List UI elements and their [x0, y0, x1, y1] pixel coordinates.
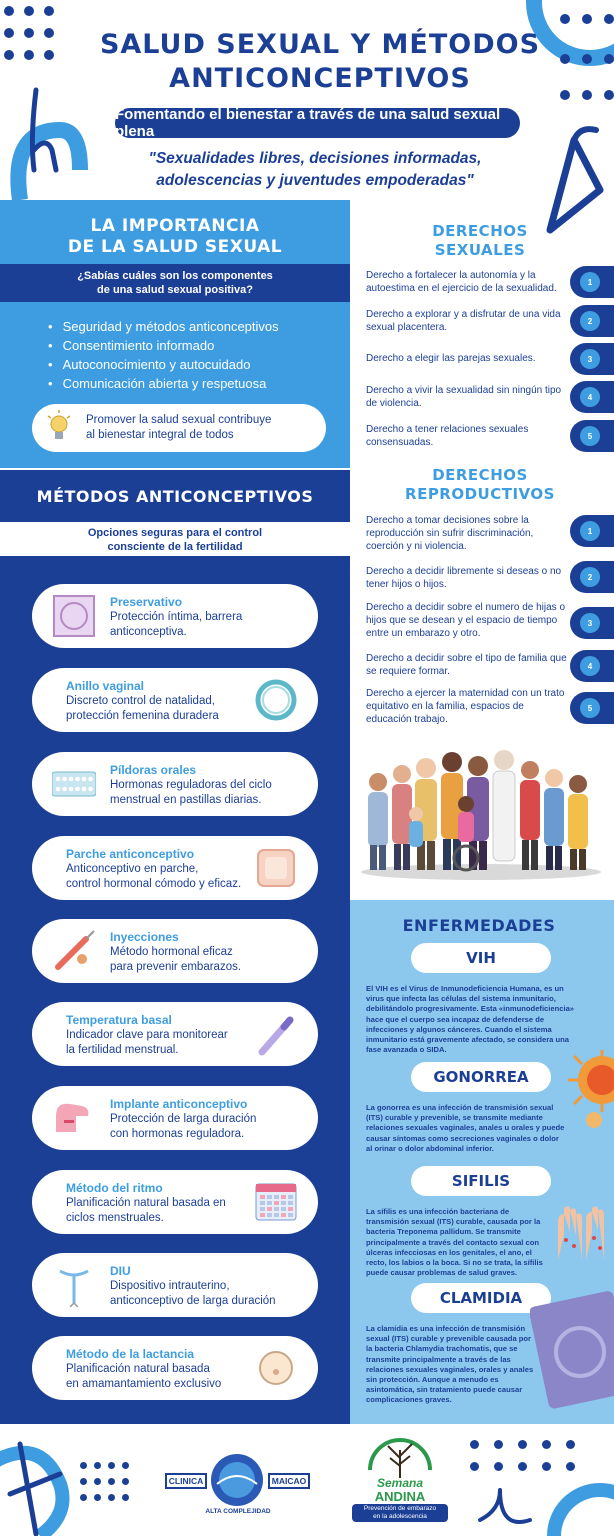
method-card-desc — [110, 778, 272, 808]
quote-line1: "Sexualidades libres, decisiones informadas, — [148, 150, 482, 167]
right-number-tab — [570, 420, 614, 452]
method-card — [32, 1336, 318, 1400]
method-card-desc-line2: ciclos menstruales. — [66, 1212, 164, 1224]
right-item: Derecho a ejercer la maternidad con un trato equitativo en la familia, espacios de educación trabajo. — [366, 688, 565, 725]
method-card-title: Parche anticonceptivo — [66, 847, 195, 861]
semana-title-line1: Semana — [376, 1476, 424, 1490]
breast-icon — [254, 1346, 298, 1390]
method-card — [32, 1253, 318, 1317]
method-card-desc — [110, 945, 241, 975]
method-card-desc-line2: con hormonas reguladora. — [110, 1128, 245, 1140]
method-card-desc-line2: para prevenir embarazos. — [110, 961, 242, 973]
question-line2: de una salud sexual positiva? — [97, 284, 253, 296]
method-card-desc — [110, 610, 242, 640]
method-card-title: Inyecciones — [110, 930, 179, 944]
quote-line2: adolescencias y juventudes empoderadas" — [156, 172, 474, 189]
clinic-name-right: MAICAO — [271, 1476, 307, 1486]
importance-question — [0, 264, 350, 302]
method-card-title: Método del ritmo — [66, 1181, 163, 1195]
page-title-line2: ANTICONCEPTIVOS — [169, 63, 471, 94]
right-number-tab — [570, 515, 614, 547]
method-card-desc-line2: protección femenina duradera — [66, 710, 219, 722]
clinic-subtitle: ALTA COMPLEJIDAD — [205, 1508, 271, 1515]
method-card — [32, 836, 318, 900]
method-card — [32, 919, 318, 983]
right-item: Derecho a decidir sobre el tipo de familia que se requiere formar. — [366, 653, 567, 677]
right-number-tab — [570, 650, 614, 682]
promo-line1: Promover la salud sexual contribuye — [86, 414, 272, 426]
importance-list — [48, 317, 279, 393]
disease-description: El VIH es el Virus de Inmunodeficiencia Humana, es un virus que infecta las células del sistema inmunitario, debilitándolo progresivamente. Esta «inmunodeficiencia» hace que el cuerpo sea incapaz de defenderse de infecciones y algunos cánceres. Cuando el sistema inmunitario está gravemente afectado, se considera una fase avanzada o SIDA. — [366, 984, 575, 1055]
lightbulb-icon — [46, 410, 72, 444]
methods-subtitle-line1: Opciones seguras para el control — [87, 527, 263, 539]
method-card-desc-line2: la fertilidad menstrual. — [66, 1044, 179, 1056]
footer-dots-left — [80, 1462, 140, 1512]
syringe-icon — [52, 929, 96, 973]
disease-name-pill: GONORREA — [411, 1062, 551, 1092]
diseases-title: ENFERMEDADES — [402, 916, 556, 935]
right-number: 3 — [580, 349, 600, 369]
method-card-title: Temperatura basal — [66, 1013, 172, 1027]
disease-description: La sífilis es una infección bacteriana de transmisión sexual (ITS) curable, causada por la bacteria Treponema pallidum. Se transmite principalmente a través del contacto sexual con úlceras infecciosas en los genitales, el ano, el recto, los labios o la boca. Si no se trata, la sífilis puede causar problemas de salud graves. — [366, 1207, 543, 1278]
reproductive-rights-title — [400, 466, 560, 504]
right-number-tab — [570, 343, 614, 375]
method-card-desc — [66, 694, 219, 724]
method-card-desc — [110, 1112, 256, 1142]
method-card-title: Implante anticonceptivo — [110, 1097, 248, 1111]
bacteria-icon — [564, 1050, 614, 1130]
right-item: Derecho a vivir la sexualidad sin ningún tipo de violencia. — [366, 385, 562, 409]
right-number: 4 — [580, 387, 600, 407]
footer-decor-right-icon — [470, 1470, 614, 1536]
ring-icon — [254, 678, 298, 722]
right-number-tab — [570, 305, 614, 337]
method-card-desc-line1: Método hormonal eficaz — [110, 946, 233, 958]
sexual-rights-title-line2: SEXUALES — [434, 241, 526, 259]
footer-decor-left-icon — [0, 1424, 80, 1536]
hands-rash-icon — [552, 1200, 612, 1270]
right-number: 5 — [580, 698, 600, 718]
right-number-tab — [570, 381, 614, 413]
disease-name-pill: SIFILIS — [411, 1166, 551, 1196]
method-card-desc-line2: anticonceptiva. — [110, 626, 187, 638]
method-card-desc-line1: Protección íntima, barrera — [110, 611, 243, 623]
right-number: 3 — [580, 613, 600, 633]
semana-tag-line1: Prevención de embarazo — [363, 1505, 437, 1512]
method-card-desc-line2: en amamantamiento exclusivo — [66, 1378, 222, 1390]
method-card-desc-line1: Hormonas reguladoras del ciclo — [110, 779, 272, 791]
condom-package-icon — [530, 1290, 614, 1410]
disease-name-pill: VIH — [411, 943, 551, 973]
method-card — [32, 668, 318, 732]
right-number: 1 — [580, 272, 600, 292]
method-card-desc — [66, 862, 241, 892]
method-card-desc-line1: Dispositivo intrauterino, — [110, 1280, 230, 1292]
list-item: • Seguridad y métodos anticonceptivos — [48, 317, 279, 336]
list-item: • Autoconocimiento y autocuidado — [48, 355, 279, 374]
promo-line2: al bienestar integral de todos — [86, 429, 234, 441]
right-number: 2 — [580, 567, 600, 587]
method-card — [32, 584, 318, 648]
right-number: 2 — [580, 311, 600, 331]
patch-icon — [254, 846, 298, 890]
method-card — [32, 1170, 318, 1234]
method-card-desc — [110, 1279, 276, 1309]
list-item: • Comunicación abierta y respetuosa — [48, 374, 279, 393]
importance-title-line2: DE LA SALUD SEXUAL — [67, 237, 283, 257]
diverse-people-illustration — [356, 740, 606, 880]
method-card-desc — [66, 1196, 226, 1226]
method-card — [32, 1086, 318, 1150]
method-card-desc — [66, 1362, 221, 1392]
method-card-title: Anillo vaginal — [66, 679, 145, 693]
methods-subtitle-line2: consciente de la fertilidad — [107, 541, 243, 553]
right-item: Derecho a explorar y a disfrutar de una vida sexual placentera. — [366, 309, 561, 333]
method-card-desc-line2: anticonceptivo de larga duración — [110, 1295, 276, 1307]
header-decor-swirl-icon — [0, 70, 90, 200]
method-card-desc — [66, 1028, 228, 1058]
disease-description: La gonorrea es una infección de transmisión sexual (ITS) curable y prevenible, se transmite mediante relaciones sexuales vaginales, anales u orales y puede causar síntomas como secreciones vaginales o dolor al orinar o dolor abdominal inferior. — [366, 1103, 565, 1153]
method-card-desc-line2: control hormonal cómodo y eficaz. — [66, 878, 242, 890]
method-card — [32, 1002, 318, 1066]
page-subtitle: Fomentando el bienestar a través de una salud sexual plena — [115, 108, 520, 138]
right-number: 4 — [580, 656, 600, 676]
right-number-tab — [570, 607, 614, 639]
right-number: 5 — [580, 426, 600, 446]
method-card-title: Píldoras orales — [110, 763, 197, 777]
sexual-rights-title-line1: DERECHOS — [432, 222, 528, 240]
arm-implant-icon — [52, 1096, 96, 1140]
right-item: Derecho a elegir las parejas sexuales. — [366, 353, 536, 364]
right-number-tab — [570, 266, 614, 298]
clinic-logo — [165, 1450, 310, 1518]
right-number-tab — [570, 692, 614, 724]
disease-name-pill: CLAMIDIA — [411, 1283, 551, 1313]
header-decor-top-left-dots — [4, 6, 64, 66]
thermometer-icon — [254, 1012, 298, 1056]
method-card-desc-line1: Planificación natural basada — [66, 1363, 210, 1375]
method-card-title: DIU — [110, 1264, 131, 1278]
page-title-line1: SALUD SEXUAL Y MÉTODOS — [99, 29, 541, 60]
method-card-desc-line1: Protección de larga duración — [110, 1113, 257, 1125]
pills-icon — [52, 762, 96, 806]
semana-tag-line2: en la adolescencia — [373, 1513, 427, 1520]
question-line1: ¿Sabías cuáles son los componentes — [77, 270, 273, 282]
importance-title — [60, 216, 290, 258]
methods-title: MÉTODOS ANTICONCEPTIVOS — [0, 470, 350, 522]
clinic-name-left: CLINICA — [168, 1476, 204, 1486]
semana-title-line2: ANDINA — [374, 1489, 426, 1504]
method-card-desc-line1: Indicador clave para monitorear — [66, 1029, 228, 1041]
right-number: 1 — [580, 521, 600, 541]
reproductive-rights-title-line1: DERECHOS — [432, 466, 528, 484]
methods-subtitle — [0, 522, 350, 556]
method-card-desc-line1: Planificación natural basada en — [66, 1197, 226, 1209]
importance-title-line1: LA IMPORTANCIA — [90, 216, 260, 236]
method-card-title: Método de la lactancia — [66, 1347, 195, 1361]
right-item: Derecho a decidir libremente si deseas o no tener hijos o hijos. — [366, 566, 562, 590]
condom-icon — [52, 594, 96, 638]
semana-andina-logo — [350, 1430, 450, 1524]
iud-icon — [52, 1263, 96, 1307]
right-item: Derecho a tener relaciones sexuales consensuadas. — [366, 424, 529, 448]
promo-banner — [32, 404, 326, 452]
method-card-desc-line1: Anticonceptivo en parche, — [66, 863, 199, 875]
method-card — [32, 752, 318, 816]
page-quote — [95, 148, 535, 192]
reproductive-rights-title-line2: REPRODUCTIVOS — [405, 485, 555, 503]
right-item: Derecho a tomar decisiones sobre la reproducción sin sufrir discriminación, coerción y ni violencia. — [366, 515, 534, 552]
method-card-desc-line1: Discreto control de natalidad, — [66, 695, 215, 707]
sexual-rights-title — [400, 222, 560, 260]
disease-description: La clamidia es una infección de transmisión sexual (ITS) curable y prevenible causada por la bacteria Chlamydia trachomatis, que se transmite principalmente a través de las relaciones sexuales vaginales, orales y anales sin protección. Aunque a menudo es asintomática, sin tratamiento puede causar complicaciones graves. — [366, 1324, 534, 1405]
header-decor-right-dots — [560, 14, 614, 104]
right-item: Derecho a fortalecer la autonomía y la autoestima en el ejercicio de la sexualidad. — [366, 270, 557, 294]
semana-tag — [352, 1504, 448, 1522]
method-card-title: Preservativo — [110, 595, 183, 609]
calendar-icon — [254, 1180, 298, 1224]
method-card-desc-line2: menstrual en pastillas diarias. — [110, 794, 262, 806]
right-item: Derecho a decidir sobre el numero de hijas o hijos que se desean y el espacio de tiempo entre un embarazo y otro. — [366, 602, 565, 639]
list-item: • Consentimiento informado — [48, 336, 279, 355]
right-number-tab — [570, 561, 614, 593]
